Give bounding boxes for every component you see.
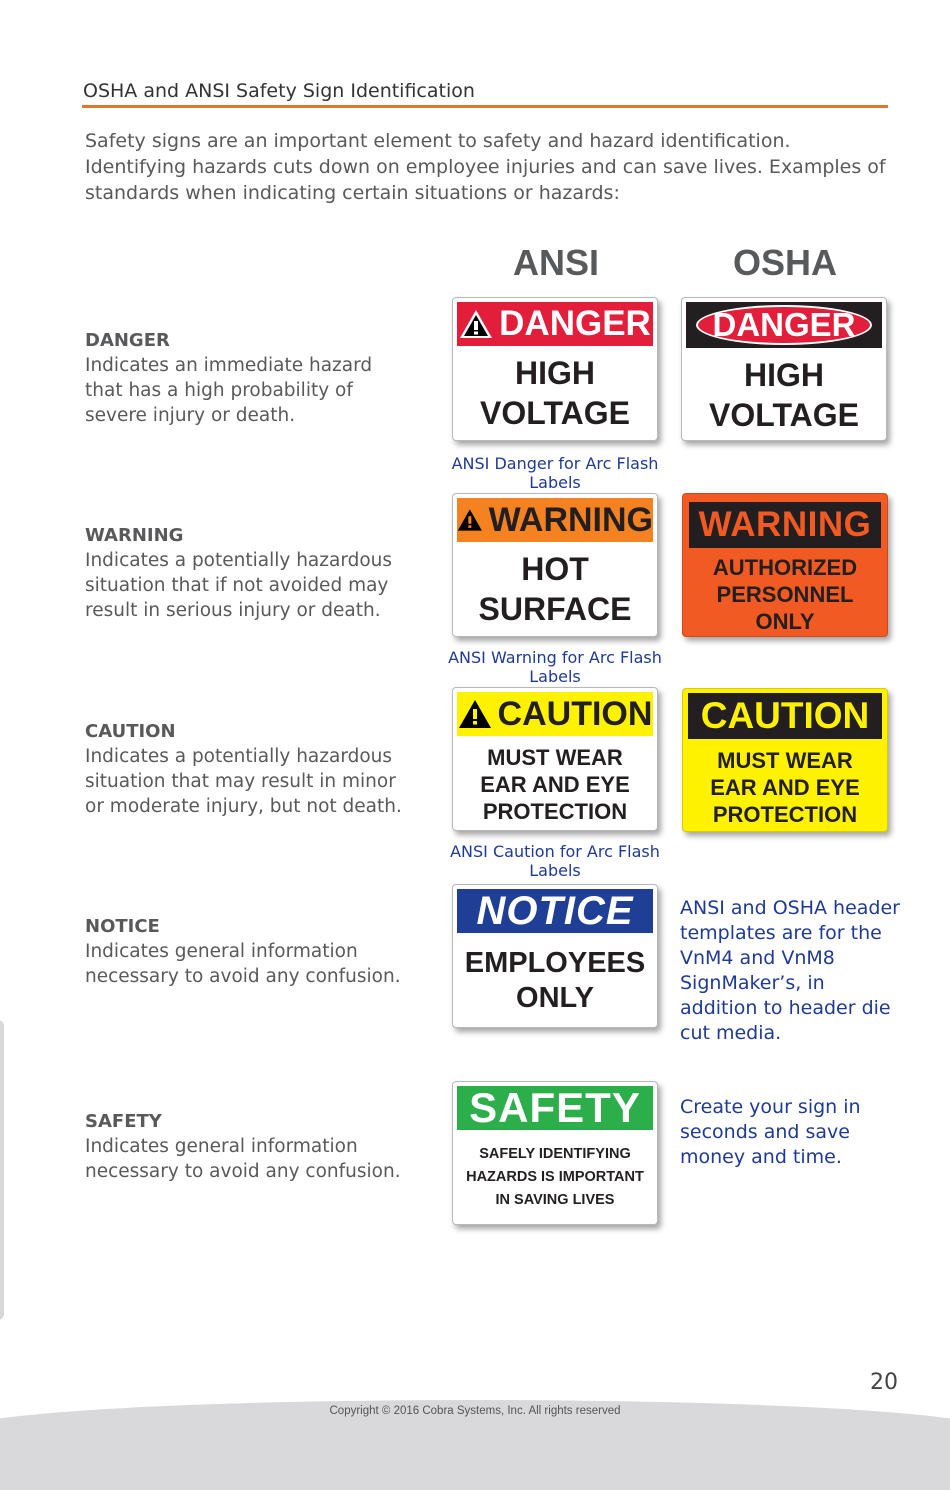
copyright-text: Copyright © 2016 Cobra Systems, Inc. All rights reserved [329,1405,621,1417]
sign-body [453,352,657,434]
category-safety [85,1109,405,1184]
sign-line: SURFACE [478,591,632,627]
sign-header-label: WARNING [488,501,653,539]
category-title: DANGER [85,330,170,351]
osha-warning-sign [682,493,888,637]
sign-line: AUTHORIZED [712,554,858,580]
page-header-title: OSHA and ANSI Safety Sign Identification [83,80,475,102]
notice-sign [452,884,658,1028]
sign-header-band [688,693,882,739]
sign-body [683,554,887,634]
category-warning [85,523,405,623]
caption-ansi-danger: ANSI Danger for Arc Flash Labels [451,454,659,492]
warning-triangle-icon [459,309,493,339]
page-edge-shadow [0,1020,4,1320]
sign-body [683,745,887,829]
sign-header-band [457,498,653,542]
sign-line: PROTECTION [712,801,858,827]
sign-line: EAR AND EYE [710,774,860,800]
category-danger [85,328,405,428]
sign-header-label: NOTICE [476,889,634,933]
sign-header-band [457,1086,653,1130]
caption-ansi-warning: ANSI Warning for Arc Flash Labels [448,648,662,686]
sign-body [453,742,657,826]
intro-paragraph: Safety signs are an important element to safety and hazard identification. Identifying hazards cuts down on employee injuries and can save lives. Examples of standards when indicating certain situations or hazards: [85,130,886,204]
danger-oval [696,305,871,345]
safety-sign [452,1081,658,1225]
category-description: Indicates general information necessary to avoid any confusion. [85,1136,401,1182]
sign-line: HAZARDS IS IMPORTANT [466,1168,644,1185]
ansi-caution-sign [452,687,658,831]
category-description: Indicates a potentially hazardous situation that may result in minor or moderate injury, but not death. [85,746,402,817]
sign-body [453,1138,657,1216]
sign-header-band [686,302,882,348]
sign-line: HIGH [515,355,595,391]
sign-line: VOLTAGE [709,397,859,433]
category-description: Indicates a potentially hazardous situation that if not avoided may result in serious injury or death. [85,550,393,621]
osha-danger-sign [681,297,887,441]
sign-header-band [457,302,653,346]
sign-line: PROTECTION [482,798,628,824]
warning-triangle-icon [458,699,492,729]
category-description: Indicates an immediate hazard that has a high probability of severe injury or death. [85,355,373,426]
sign-line: VOLTAGE [480,395,630,431]
warning-triangle-icon [457,505,483,535]
sign-line: SAFELY IDENTIFYING [479,1145,631,1162]
sign-line: PERSONNEL [716,581,854,607]
sign-header-band [457,692,653,736]
sign-line: ONLY [516,982,594,1014]
category-title: SAFETY [85,1111,162,1132]
category-title: NOTICE [85,916,160,937]
sign-header-label: DANGER [712,306,856,343]
ansi-danger-sign [452,297,658,441]
sign-body [453,941,657,1021]
note-header-templates: ANSI and OSHA header templates are for the VnM4 and VnM8 SignMaker’s, in addition to header die cut media. [680,897,900,1044]
sign-header-label: CAUTION [497,695,653,733]
caption-ansi-caution: ANSI Caution for Arc Flash Labels [450,842,660,880]
category-title: CAUTION [85,721,176,742]
osha-caution-sign [682,688,888,832]
sign-line: ONLY [755,608,815,634]
column-heading-osha: OSHA [732,242,837,283]
sign-header-label: WARNING [698,505,872,544]
sign-line: IN SAVING LIVES [495,1191,615,1208]
sign-body [682,354,886,436]
category-description: Indicates general information necessary to avoid any confusion. [85,941,401,987]
sign-header-band [689,502,881,548]
sign-line: EMPLOYEES [464,947,646,979]
column-heading-ansi: ANSI [512,242,599,283]
sign-body [453,548,657,630]
note-create-sign: Create your sign in seconds and save money and time. [680,1096,861,1168]
sign-line: HOT [521,551,589,587]
sign-line: MUST WEAR [717,747,853,773]
category-caution [85,719,405,819]
sign-line: HIGH [744,357,824,393]
sign-header-label: SAFETY [469,1084,641,1131]
ansi-warning-sign [452,493,658,637]
category-notice [85,914,405,989]
category-title: WARNING [85,525,184,546]
sign-header-band [457,889,653,933]
sign-header-label: DANGER [499,304,651,343]
sign-line: EAR AND EYE [480,771,630,797]
header-rule [82,105,888,108]
sign-header-label: CAUTION [700,695,870,736]
page-number: 20 [870,1370,898,1395]
sign-line: MUST WEAR [487,744,623,770]
